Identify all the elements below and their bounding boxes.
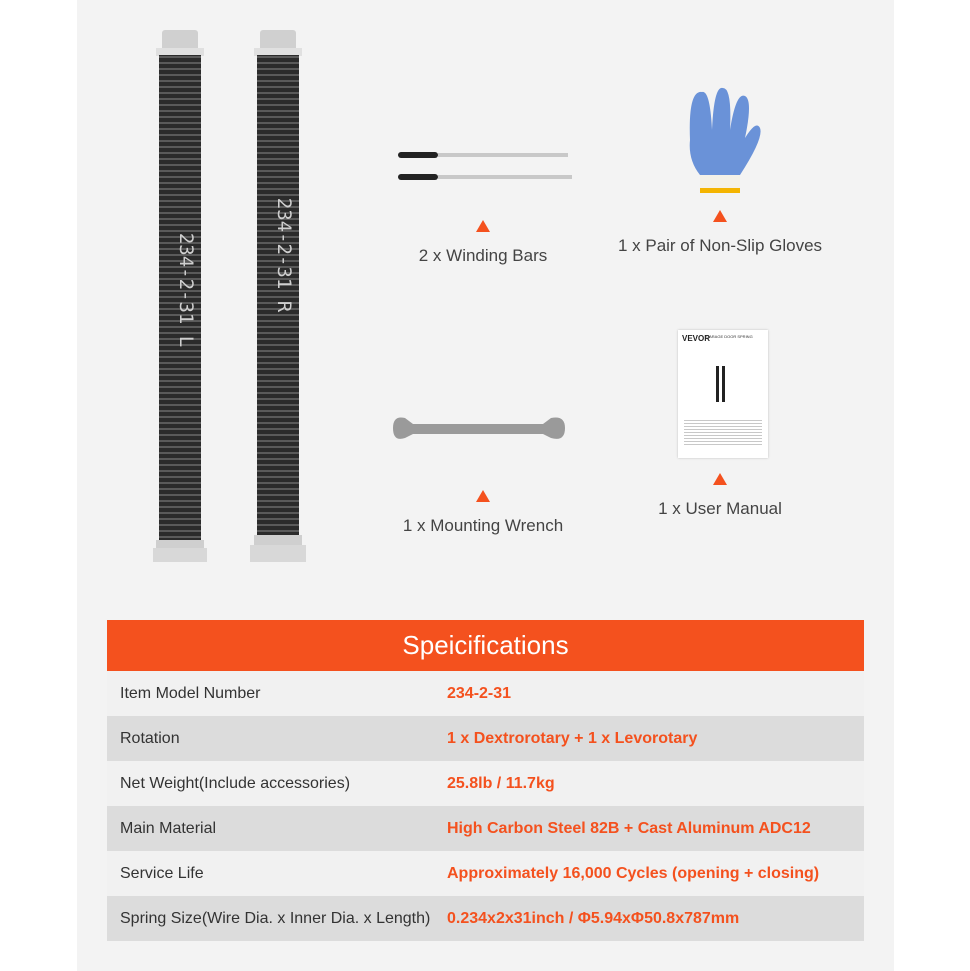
right-spring-label: 234-2-31 R [273, 197, 295, 313]
left-spring [153, 30, 207, 562]
winding-bars-icon [353, 90, 613, 220]
pointer-marker [476, 220, 490, 232]
manual-title: GARAGE DOOR SPRING [706, 334, 753, 339]
spec-value: 25.8lb / 11.7kg [447, 774, 555, 792]
manual-brand: VEVOR [682, 334, 711, 343]
accessory-label: 1 x User Manual [658, 499, 782, 518]
table-row [107, 896, 864, 941]
accessory-gloves [590, 80, 850, 256]
manual-icon [590, 330, 850, 473]
spec-key: Rotation [120, 729, 180, 747]
spec-value: High Carbon Steel 82B + Cast Aluminum ADC12 [447, 819, 811, 837]
spec-value: 234-2-31 [447, 684, 512, 702]
accessory-winding-bars [353, 90, 613, 266]
spec-key: Item Model Number [120, 684, 261, 702]
accessory-wrench [353, 360, 613, 536]
spec-value: Approximately 16,000 Cycles (opening + closing) [447, 864, 820, 882]
table-row [107, 806, 864, 851]
specifications-title: Speicifications [107, 620, 864, 671]
right-spring [250, 30, 306, 562]
gloves-icon [590, 80, 850, 220]
accessory-label: 1 x Pair of Non-Slip Gloves [617, 236, 823, 255]
accessory-manual [590, 330, 850, 519]
spec-value: 1 x Dextrorotary + 1 x Levorotary [447, 729, 698, 747]
table-row [107, 716, 864, 761]
accessory-label: 2 x Winding Bars [418, 246, 548, 265]
spec-key: Service Life [120, 864, 204, 882]
specifications-table [107, 620, 864, 941]
pointer-marker [476, 490, 490, 502]
spec-key: Main Material [120, 819, 217, 837]
pointer-marker [713, 473, 727, 485]
spec-key: Net Weight(Include accessories) [120, 774, 351, 792]
table-row [107, 761, 864, 806]
spec-key: Spring Size(Wire Dia. x Inner Dia. x Length) [120, 909, 431, 927]
spec-value: 0.234x2x31inch / Φ5.94xΦ50.8x787mm [447, 909, 740, 927]
left-spring-label: 234-2-31 L [175, 232, 197, 348]
wrench-icon [353, 360, 613, 490]
accessory-label: 1 x Mounting Wrench [402, 516, 564, 535]
table-row [107, 671, 864, 716]
torsion-springs-image [150, 20, 320, 575]
table-row [107, 851, 864, 896]
